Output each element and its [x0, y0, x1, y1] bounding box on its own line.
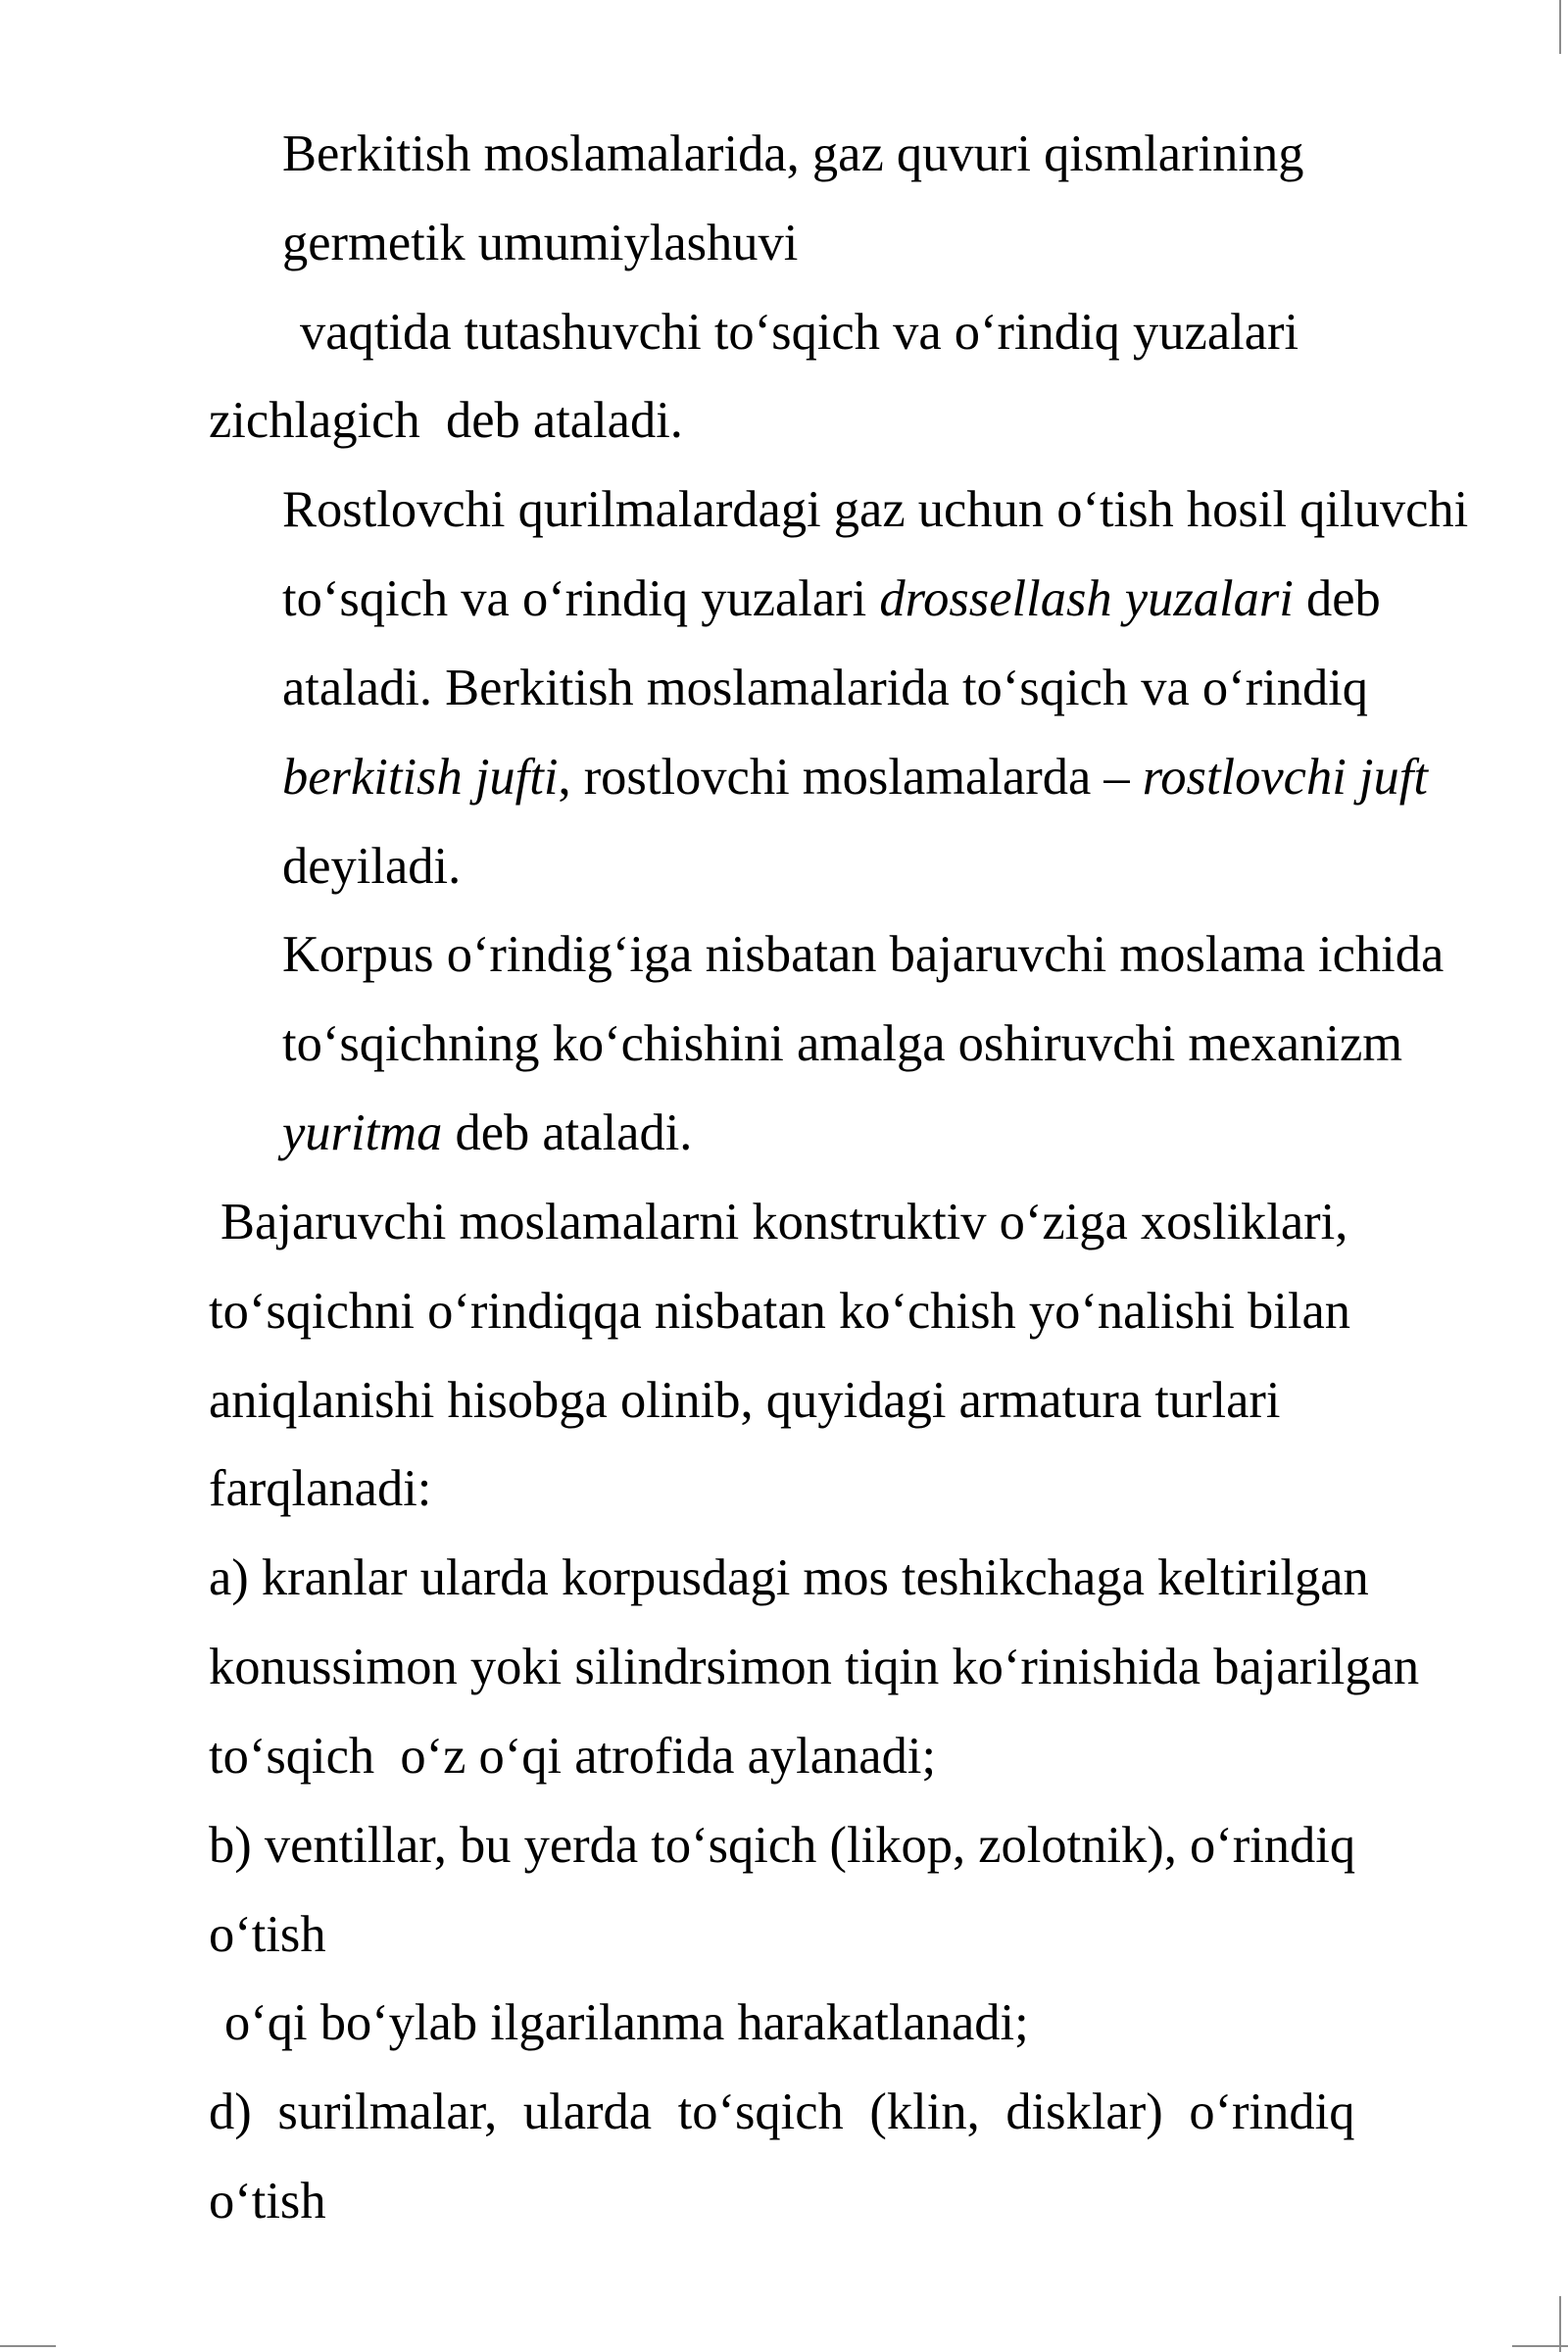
text-segment: o‘tish	[209, 2173, 326, 2230]
text-line	[0, 910, 1568, 1000]
crop-mark-top-right	[1559, 0, 1561, 54]
text-line	[0, 644, 1568, 733]
text-line	[0, 1000, 1568, 1089]
text-line	[0, 1801, 1568, 1890]
text-segment: to‘sqich o‘z o‘qi atrofida aylanadi;	[209, 1727, 937, 1785]
text-segment: d) surilmalar, ularda to‘sqich (klin, disklar) o‘rindiq	[209, 2083, 1355, 2141]
text-segment: , rostlovchi moslamalarda –	[558, 748, 1143, 806]
text-line	[0, 1890, 1568, 1980]
text-line	[0, 1178, 1568, 1267]
paragraph	[0, 1178, 1568, 1534]
text-line	[0, 1712, 1568, 1801]
text-line	[0, 199, 1568, 288]
text-segment: Rostlovchi qurilmalardagi gaz uchun o‘tish hosil qiluvchi	[282, 481, 1469, 539]
page-text	[0, 110, 1568, 2246]
crop-mark-bottom-right-vertical	[1559, 2296, 1561, 2352]
italic-term: drossellash yuzalari	[879, 570, 1294, 628]
text-line	[0, 733, 1568, 822]
crop-mark-bottom-left	[0, 2345, 56, 2347]
paragraph	[0, 466, 1568, 910]
text-line	[0, 1979, 1568, 2068]
text-line	[0, 288, 1568, 377]
text-line	[0, 1267, 1568, 1356]
text-line	[0, 110, 1568, 199]
italic-term: yuritma	[282, 1104, 443, 1162]
text-segment: to‘sqich va o‘rindiq yuzalari	[282, 570, 880, 628]
list-item	[0, 1801, 1568, 2068]
text-line	[0, 1445, 1568, 1534]
text-line	[0, 466, 1568, 555]
italic-term: rostlovchi juft	[1142, 748, 1428, 806]
text-segment: a) kranlar ularda korpusdagi mos teshikchaga keltirilgan	[209, 1549, 1369, 1607]
text-segment: deb ataladi.	[442, 1104, 693, 1162]
text-segment: Korpus o‘rindig‘iga nisbatan bajaruvchi moslama ichida	[282, 926, 1445, 984]
text-line	[0, 2157, 1568, 2246]
text-segment: konussimon yoki silindrsimon tiqin ko‘rinishida bajarilgan	[209, 1639, 1420, 1696]
text-segment: to‘sqichni o‘rindiqqa nisbatan ko‘chish yo‘nalishi bilan	[209, 1282, 1350, 1340]
text-segment: o‘tish	[209, 1905, 326, 1963]
text-line	[0, 822, 1568, 911]
text-line	[0, 1356, 1568, 1446]
text-line	[0, 2068, 1568, 2157]
text-line	[0, 1623, 1568, 1712]
text-segment: ataladi. Berkitish moslamalarida to‘sqich va o‘rindiq	[282, 659, 1369, 716]
text-line	[0, 555, 1568, 644]
italic-term: berkitish jufti	[282, 748, 559, 806]
text-segment: farqlanadi:	[209, 1460, 432, 1518]
text-line	[0, 1534, 1568, 1623]
text-segment: vaqtida tutashuvchi to‘sqich va o‘rindiq yuzalari	[300, 303, 1299, 361]
text-segment: germetik umumiylashuvi	[282, 214, 799, 271]
text-segment: Bajaruvchi moslamalarni konstruktiv o‘ziga xosliklari,	[220, 1193, 1348, 1250]
text-segment: to‘sqichning ko‘chishini amalga oshiruvchi mexanizm	[282, 1015, 1403, 1073]
paragraph	[0, 110, 1568, 466]
list-item	[0, 1534, 1568, 1800]
paragraph	[0, 910, 1568, 1177]
crop-mark-bottom-right-horizontal	[1512, 2345, 1568, 2347]
text-segment: deyiladi.	[282, 837, 462, 895]
text-segment: aniqlanishi hisobga olinib, quyidagi armatura turlari	[209, 1371, 1281, 1429]
text-segment: b) ventillar, bu yerda to‘sqich (likop, zolotnik), o‘rindiq	[209, 1816, 1356, 1874]
list-item	[0, 2068, 1568, 2246]
text-segment: o‘qi bo‘ylab ilgarilanma harakatlanadi;	[224, 1994, 1029, 2052]
text-segment: Berkitish moslamalarida, gaz quvuri qismlarining	[282, 125, 1304, 182]
text-line	[0, 1089, 1568, 1178]
text-line	[0, 376, 1568, 466]
text-segment: zichlagich deb ataladi.	[209, 392, 683, 450]
text-segment: deb	[1293, 570, 1381, 628]
